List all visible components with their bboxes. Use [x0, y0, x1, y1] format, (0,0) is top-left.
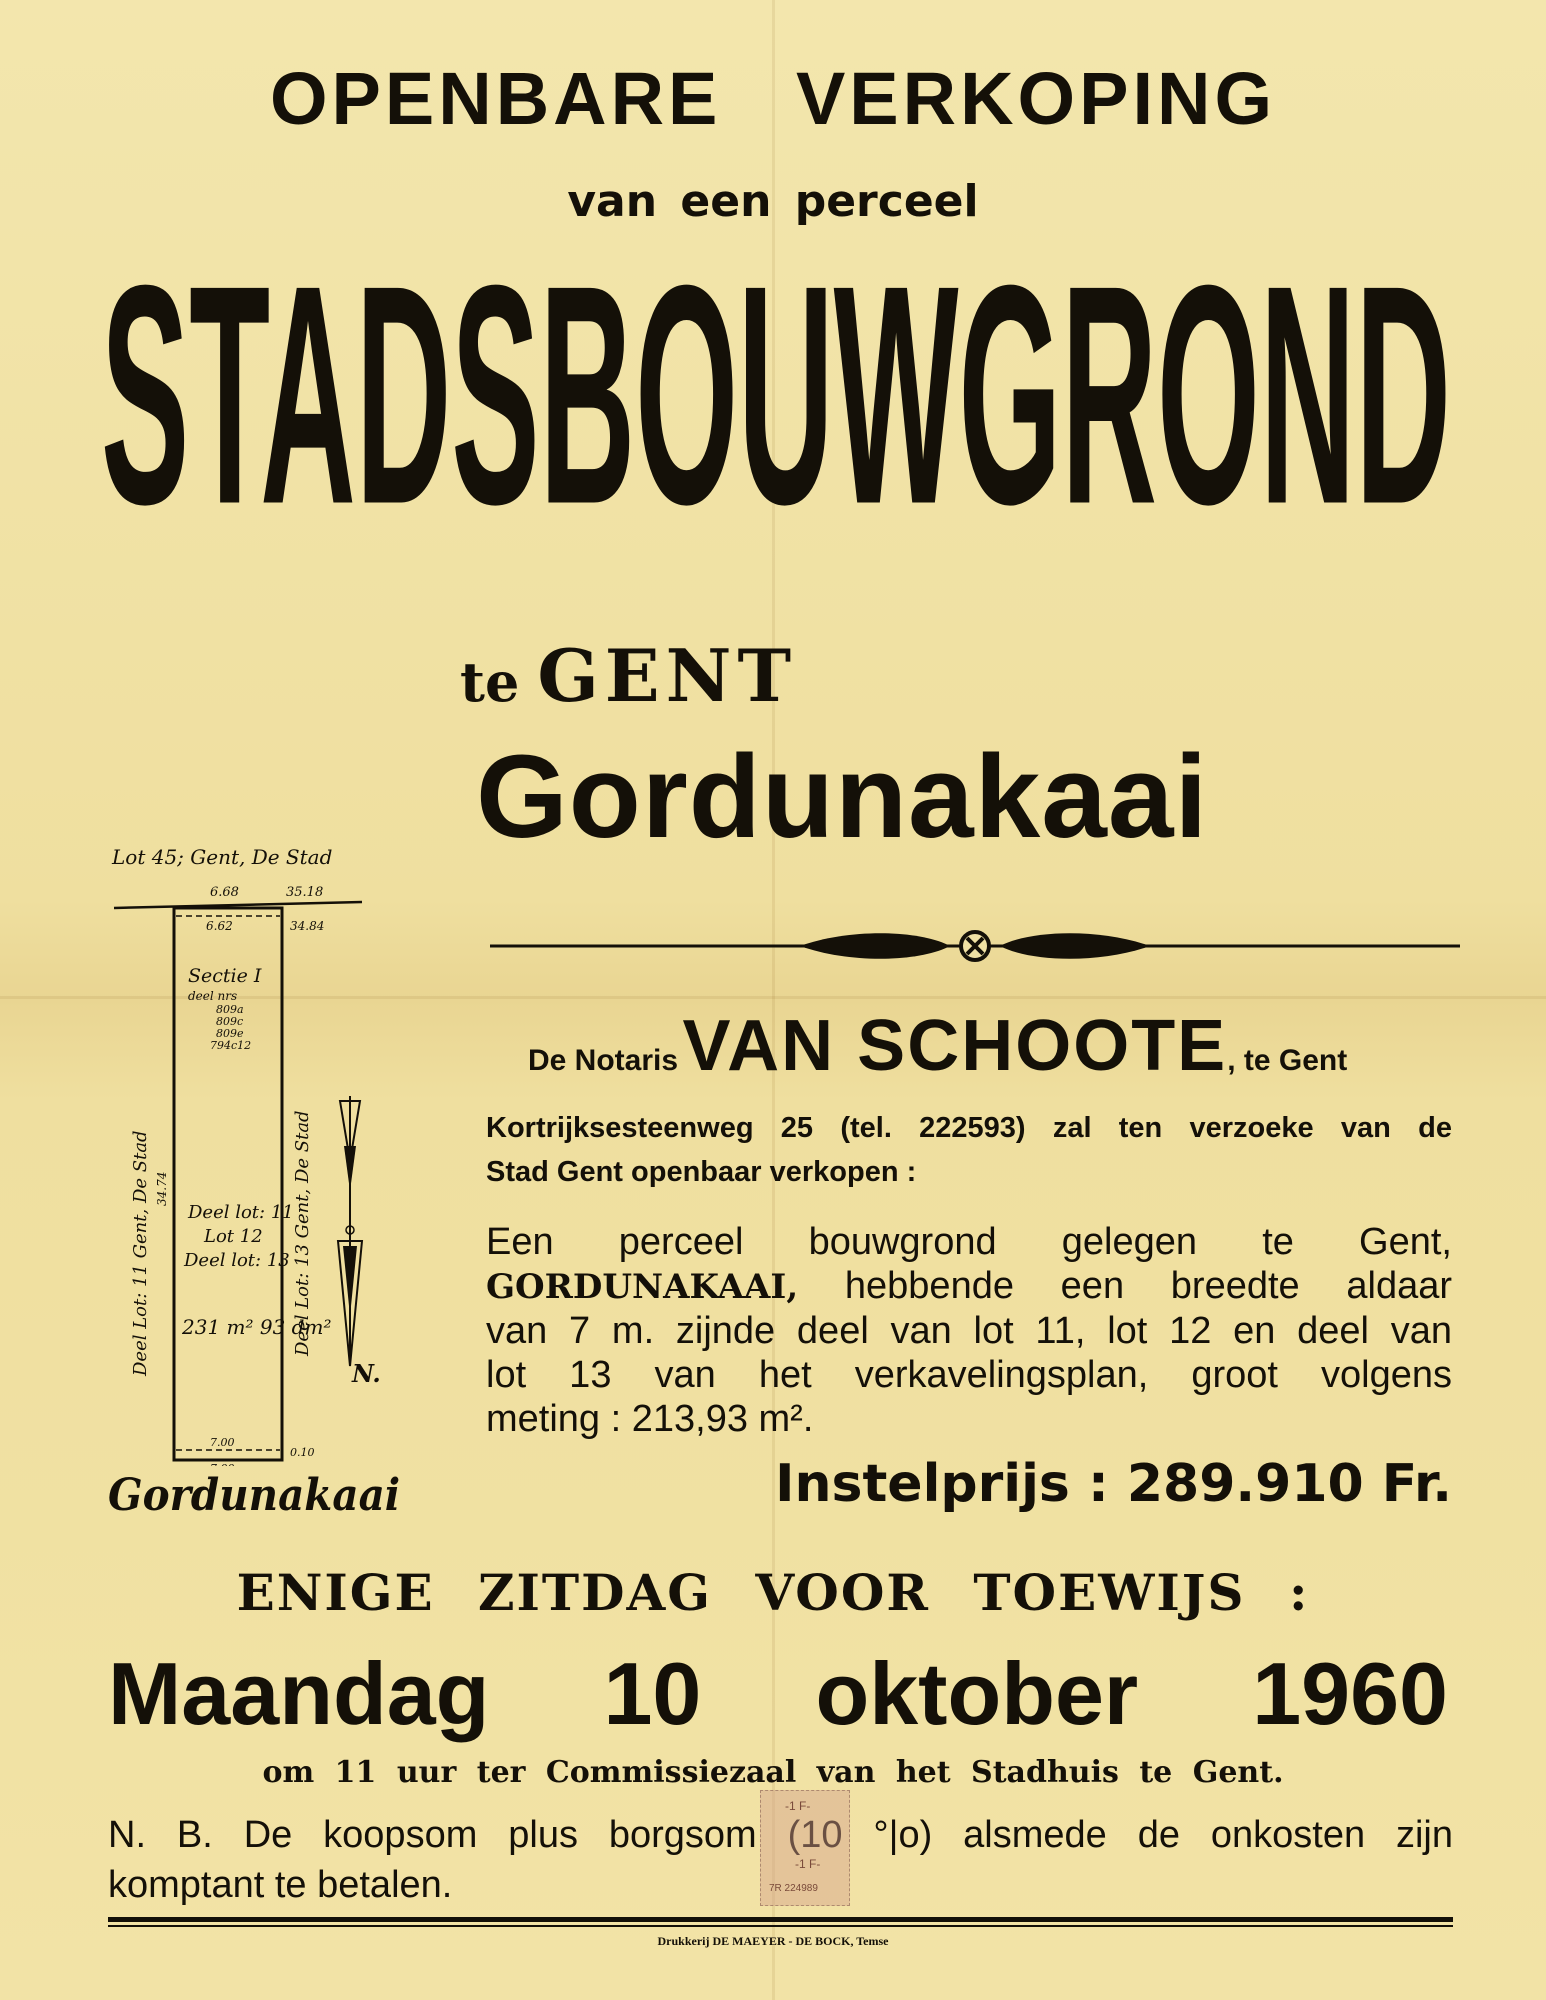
plan-lot-a: Deel lot: 11: [188, 1202, 294, 1223]
plan-deel: deel nrs: [188, 989, 238, 1003]
footer-rule-thick: [108, 1917, 1453, 1922]
note-line-1: N. B. De koopsom plus borgsom (10 °|o) alsmede de onkosten zijn: [108, 1814, 1453, 1856]
note-line-2: komptant te betalen.: [108, 1864, 453, 1906]
notary-suffix: , te Gent: [1227, 1044, 1348, 1077]
plan-lot-b: Lot 12: [204, 1226, 263, 1247]
sitting-heading: ENIGE ZITDAG VOOR TOEWIJS :: [236, 1563, 1310, 1622]
description-line-1: Een perceel bouwgrond gelegen te Gent,: [486, 1221, 1452, 1263]
description-line-3: van 7 m. zijnde deel van lot 11, lot 12 en deel van: [486, 1310, 1452, 1352]
description-line-2-rest: hebbende een breedte aldaar: [798, 1265, 1452, 1307]
plan-area: 231 m² 93 dm²: [182, 1315, 332, 1339]
site-plan: [100, 846, 430, 1466]
plan-side-right: Deel Lot: 13 Gent, De Stad: [292, 1110, 313, 1356]
notary-prefix: De Notaris: [528, 1044, 679, 1077]
headline: [96, 262, 1456, 602]
time-place: om 11 uur ter Commissiezaal van het Stadhuis te Gent.: [262, 1755, 1284, 1790]
location-line: [460, 633, 798, 718]
title-line-2: van een perceel: [567, 176, 979, 227]
plan-parcel-1: 809a: [216, 1003, 244, 1016]
plan-parcel-4: 794c12: [210, 1039, 252, 1052]
location-prefix: te: [460, 650, 520, 714]
title-line-1: OPENBARE VERKOPING: [269, 57, 1277, 140]
plan-sectie: Sectie I: [188, 965, 262, 987]
plan-dim-top-2: 35.18: [286, 885, 324, 900]
plan-dim-top-3: 6.62: [206, 919, 233, 933]
plan-north-label: N.: [352, 1359, 381, 1388]
date-year: 1960: [1252, 1644, 1448, 1743]
plan-dim-bottom-1: 7.00: [210, 1436, 235, 1449]
description-line-5: meting : 213,93 m².: [486, 1398, 814, 1440]
notary-name: VAN SCHOOTE: [682, 1006, 1228, 1086]
north-arrow-icon: [338, 1096, 362, 1366]
notary-line: [528, 1006, 1453, 1086]
revenue-stamp: [760, 1790, 850, 1906]
plan-dim-bottom-2: 0.10: [290, 1446, 315, 1459]
sale-date: [108, 1644, 1448, 1743]
location-city: GENT: [537, 633, 798, 718]
printer-credit: Drukkerij DE MAEYER - DE BOCK, Temse: [657, 1934, 889, 1948]
plan-dim-top-1: 6.68: [210, 885, 239, 900]
stamp-value-top: -1 F-: [785, 1799, 811, 1813]
footer-rule-thin: [108, 1925, 1453, 1927]
plan-parcel-2: 809c: [216, 1015, 244, 1028]
description-line-4: lot 13 van het verkavelingsplan, groot volgens: [486, 1354, 1452, 1396]
plan-lot-c: Deel lot: 13: [184, 1250, 290, 1271]
description-line-2: [486, 1264, 1452, 1309]
plan-side-left-dim: 34.74: [155, 1171, 169, 1206]
street-title: Gordunakaai: [476, 731, 1209, 863]
stamp-value-mid: -1 F-: [795, 1857, 821, 1871]
plan-parcel-3: 809e: [216, 1027, 244, 1040]
plan-dim-top-4: 34.84: [290, 919, 325, 933]
starting-price: Instelprijs : 289.910 Fr.: [775, 1454, 1452, 1514]
stamp-serial: 7R 224989: [769, 1883, 818, 1894]
intro-line-1: Kortrijksesteenweg 25 (tel. 222593) zal ten verzoeke van de: [486, 1112, 1452, 1144]
plan-dim-bottom-3: [210, 1462, 235, 1466]
date-weekday: Maandag: [108, 1644, 490, 1743]
date-month: oktober: [815, 1644, 1139, 1743]
parcel-description: [486, 1220, 1452, 1441]
intro-line-2: Stad Gent openbaar verkopen :: [486, 1156, 917, 1188]
headline-text: STADSBOUWGROND: [100, 262, 1451, 570]
plan-top-label: Lot 45; Gent, De Stad: [112, 846, 333, 869]
description-street: GORDUNAKAAI,: [486, 1267, 799, 1307]
plan-street-label: Gordunakaai: [108, 1470, 401, 1521]
date-day: 10: [603, 1644, 702, 1743]
plan-side-left: Deel Lot: 11 Gent, De Stad: [130, 1130, 151, 1376]
ornament-divider: [490, 926, 1460, 966]
